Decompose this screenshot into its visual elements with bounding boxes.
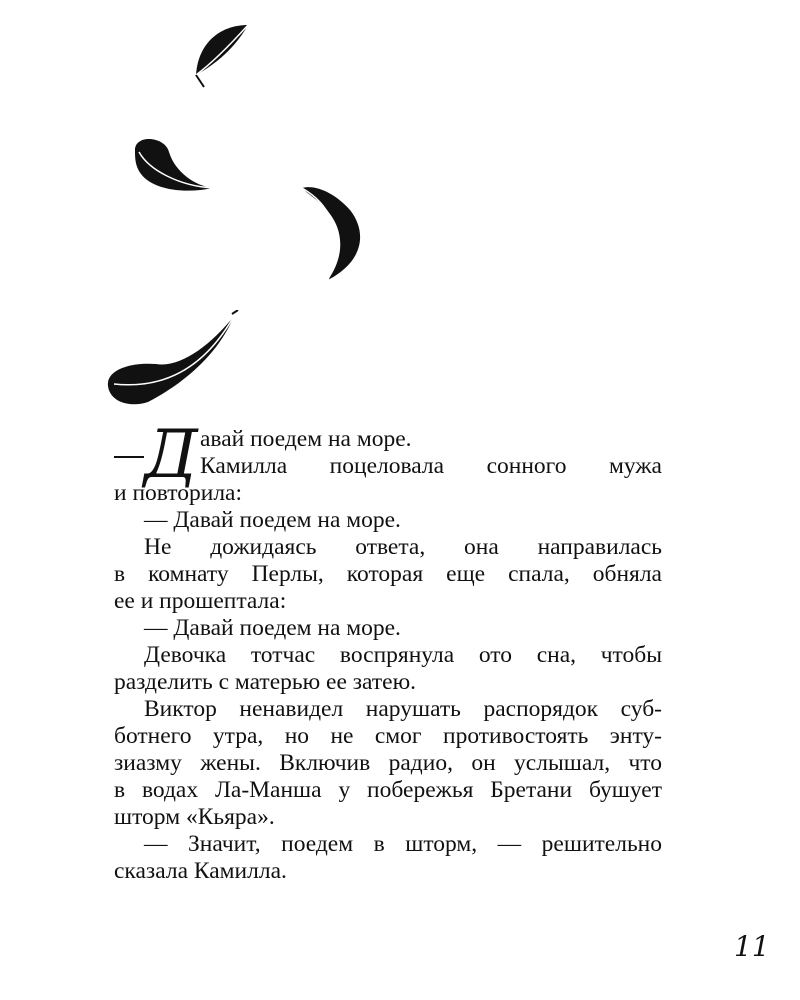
- dropcap-dash: [114, 456, 144, 458]
- feather-icon: [296, 180, 371, 285]
- dropcap-letter: Д: [144, 416, 198, 493]
- text-line: Девочка тотчас воспрянула ото сна, чтобы: [144, 642, 662, 668]
- feather-icon: [100, 310, 250, 410]
- text-line: ее и прошептала:: [114, 588, 287, 614]
- feather-icon: [180, 15, 260, 95]
- text-line: и повторила:: [114, 480, 243, 506]
- text-line: Виктор ненавидел нарушать распорядок суб-: [144, 696, 662, 722]
- page-number: 11: [734, 930, 770, 963]
- text-line: — Давай поедем на море.: [144, 615, 401, 641]
- body-text: [114, 416, 662, 885]
- text-line: — Значит, поедем в шторм, — решительно: [144, 831, 662, 857]
- text-line: зиазму жены. Включив радио, он услышал, что: [114, 750, 662, 776]
- feather-icon: [125, 130, 220, 200]
- text-line: в водах Ла-Манша у побережья Бретани бушует: [114, 777, 662, 803]
- text-line: в комнату Перлы, которая еще спала, обняла: [114, 561, 662, 587]
- text-line: ботнего утра, но не смог противостоять энту-: [114, 723, 662, 749]
- text-line: Не дожидаясь ответа, она направилась: [144, 534, 662, 560]
- text-line: авай поедем на море.: [200, 426, 412, 452]
- text-line: Камилла поцеловала сонного мужа: [200, 453, 662, 479]
- text-line: сказала Камилла.: [114, 858, 287, 884]
- text-line: разделить с матерью ее затею.: [114, 669, 417, 695]
- text-line: — Давай поедем на море.: [144, 507, 401, 533]
- text-line: шторм «Кьяра».: [114, 804, 275, 830]
